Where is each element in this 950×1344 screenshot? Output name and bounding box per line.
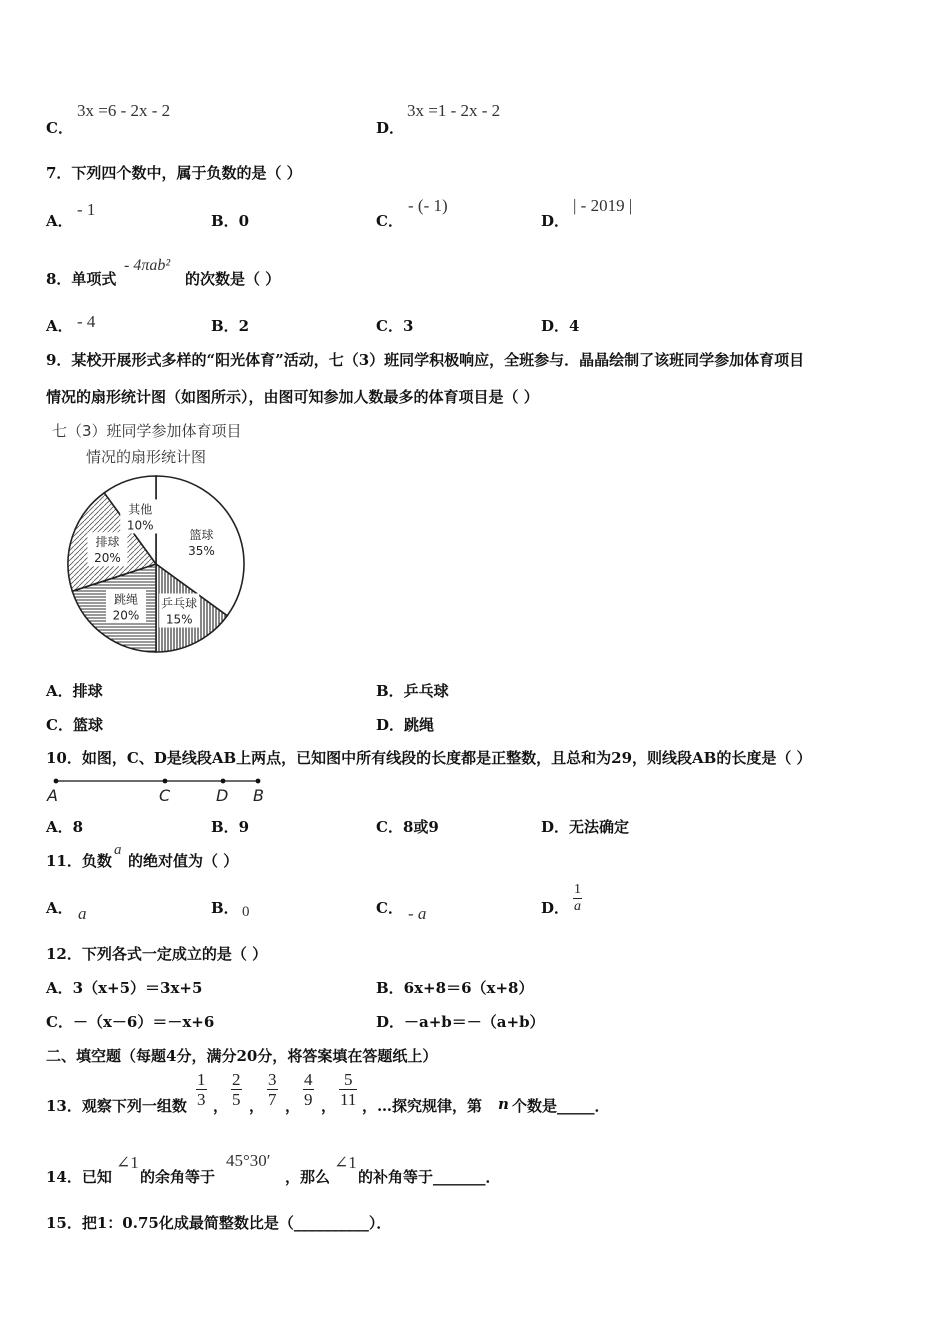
q7-option-c-math: - (- 1) — [408, 196, 448, 215]
q13-n: n — [498, 1095, 509, 1113]
q13-fraction-1 — [196, 1070, 207, 1109]
q13-stem-pre: 13．观察下列一组数 — [46, 1097, 187, 1115]
pie-percent-volleyball: 20% — [94, 551, 121, 566]
q11-option-c-label: C． — [376, 899, 403, 917]
q10-stem: 10．如图，C、D是线段AB上两点，已知图中所有线段的长度都是正整数，且总和为29，则线段AB的长度是（ ） — [46, 749, 812, 767]
q7-option-a-math: - 1 — [77, 200, 96, 219]
q9-option-b: B．乒乓球 — [376, 682, 449, 700]
point-a-label: A — [47, 786, 58, 805]
point-b-dot — [256, 779, 261, 784]
q15-stem: 15．把1：0.75化成最简整数比是（__________）． — [46, 1214, 392, 1232]
q11-option-d-label: D． — [541, 899, 570, 917]
point-d-label: D — [216, 786, 229, 805]
q11-option-d-denominator: a — [574, 899, 581, 914]
q13-fraction-3-num: 3 — [268, 1070, 277, 1089]
q9-option-c: C．篮球 — [46, 716, 103, 734]
pie-label-volleyball: 排球 — [95, 535, 120, 550]
section-2-heading: 二、填空题（每题4分，满分20分，将答案填在答题纸上） — [46, 1047, 438, 1065]
q13-separator-3: ， — [285, 1097, 301, 1115]
q6-option-d-label: D． — [376, 119, 405, 137]
q11-option-d-fraction — [573, 882, 582, 915]
q7-option-c-label: C． — [376, 212, 403, 230]
q11-option-d-numerator: 1 — [574, 882, 581, 897]
q6-option-c-math: 3x =6 - 2x - 2 — [77, 101, 171, 120]
q10-option-c: C．8或9 — [376, 818, 439, 836]
q13-separator-4: ， — [321, 1097, 337, 1115]
q13-fraction-3-den: 7 — [268, 1090, 277, 1109]
q13-fraction-5 — [339, 1070, 357, 1109]
q7-option-d-label: D． — [541, 212, 570, 230]
q11-stem-pre: 11．负数 — [46, 852, 112, 870]
q13-stem-post: ，…探究规律，第 — [362, 1097, 483, 1115]
q13-fraction-5-num: 5 — [343, 1070, 353, 1089]
pie-percent-other: 10% — [126, 518, 154, 533]
q13-fraction-4-den: 9 — [304, 1090, 313, 1109]
pie-label-basketball: 篮球 — [189, 527, 214, 542]
q10-option-b: B．9 — [211, 818, 250, 836]
q6-option-c-label: C． — [46, 119, 73, 137]
q12-option-a: A．3（x+5）＝3x+5 — [46, 979, 203, 997]
q8-option-a-math: - 4 — [77, 312, 96, 331]
q13-fraction-2-den: 5 — [232, 1090, 241, 1109]
q13-fraction-2 — [231, 1070, 242, 1109]
q13-stem-end: 个数是_____． — [512, 1097, 610, 1115]
chart-title-line2: 情况的扇形统计图 — [86, 448, 207, 466]
pie-label-jump-rope: 跳绳 — [113, 592, 139, 607]
q8-monomial: - 4πab² — [124, 257, 171, 274]
pie-percent-basketball: 35% — [188, 543, 215, 558]
pie-percent-jump-rope: 20% — [112, 608, 140, 623]
q13-fraction-2-num: 2 — [232, 1070, 241, 1089]
q7-option-a-label: A． — [46, 212, 73, 230]
q8-option-b: B．2 — [211, 317, 250, 335]
q14-stem-mid: 的余角等于 — [140, 1168, 216, 1186]
q8-stem-post: 的次数是（ ） — [185, 270, 281, 288]
q12-option-d: D．－a+b＝－（a+b） — [376, 1013, 545, 1031]
q9-option-d: D．跳绳 — [376, 716, 435, 734]
pie-chart — [44, 416, 264, 664]
q6-option-d-math: 3x =1 - 2x - 2 — [407, 101, 501, 120]
q14-angle-value: 45°30′ — [226, 1151, 271, 1170]
q7-stem: 7．下列四个数中，属于负数的是（ ） — [46, 164, 302, 182]
q12-stem: 12．下列各式一定成立的是（ ） — [46, 945, 268, 963]
q13-fraction-4-num: 4 — [304, 1070, 313, 1089]
pie-label-other: 其他 — [128, 502, 153, 517]
q11-option-b-label: B． — [211, 899, 239, 917]
q14-stem-pre: 14．已知 — [46, 1168, 112, 1186]
q7-option-b: B．0 — [211, 212, 250, 230]
q11-option-a-math: a — [78, 904, 87, 923]
q12-option-b: B．6x+8＝6（x+8） — [376, 979, 534, 997]
q12-option-c: C．－（x－6）＝－x+6 — [46, 1013, 215, 1031]
q14-stem-mid2: ，那么 — [285, 1168, 331, 1186]
q13-fraction-5-den: 11 — [340, 1090, 357, 1109]
q13-separator-1: ， — [213, 1097, 229, 1115]
q14-angle-1: ∠1 — [116, 1153, 139, 1172]
q14-angle-2: ∠1 — [334, 1153, 357, 1172]
q8-option-a-label: A． — [46, 317, 73, 335]
q9-stem-line2: 情况的扇形统计图（如图所示），由图可知参加人数最多的体育项目是（ ） — [46, 388, 539, 406]
q10-option-d: D．无法确定 — [541, 818, 630, 836]
q11-option-c-var: a — [417, 904, 427, 923]
q8-option-c: C．3 — [376, 317, 414, 335]
q11-stem-post: 的绝对值为（ ） — [128, 852, 239, 870]
q13-fraction-3 — [267, 1070, 278, 1109]
q13-fraction-4 — [303, 1070, 314, 1109]
point-c-label: C — [159, 786, 171, 805]
point-c-dot — [163, 779, 168, 784]
q14-stem-end: 的补角等于_______． — [358, 1168, 501, 1186]
q7-option-d-math: | - 2019 | — [573, 196, 633, 215]
segment-diagram — [40, 772, 280, 806]
q8-option-d: D．4 — [541, 317, 580, 335]
q9-option-a: A．排球 — [46, 682, 103, 700]
q8-stem-pre: 8．单项式 — [46, 270, 117, 288]
q11-option-b-math: 0 — [242, 904, 250, 920]
pie-percent-table-tennis: 15% — [165, 612, 193, 627]
q13-fraction-1-num: 1 — [197, 1070, 206, 1089]
point-a-dot — [54, 779, 59, 784]
q11-variable: a — [114, 842, 122, 858]
pie-label-table-tennis: 乒乓球 — [161, 596, 198, 611]
q11-option-c-math: - a — [408, 904, 427, 923]
chart-title-line1: 七（3）班同学参加体育项目 — [52, 422, 242, 440]
q9-stem-line1: 9．某校开展形式多样的“阳光体育”活动，七（3）班同学积极响应，全班参与．晶晶绘制了该班同学参加体育项目 — [46, 351, 805, 369]
q13-separator-2: ， — [249, 1097, 265, 1115]
point-d-dot — [221, 779, 226, 784]
q13-fraction-1-den: 3 — [197, 1090, 206, 1109]
point-b-label: B — [253, 786, 264, 805]
q10-option-a: A．8 — [46, 818, 84, 836]
q11-option-a-label: A． — [46, 899, 73, 917]
